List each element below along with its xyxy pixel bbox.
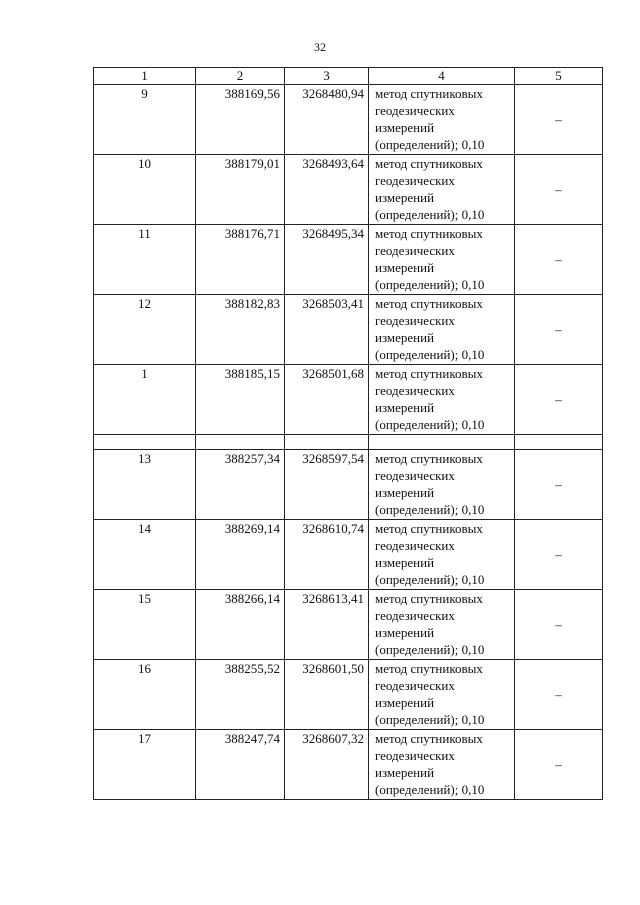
table-row xyxy=(94,450,603,520)
point-number: 17 xyxy=(94,730,196,800)
method-line: метод спутниковых xyxy=(375,661,483,676)
method-cell xyxy=(369,730,515,800)
point-number: 1 xyxy=(94,365,196,435)
coordinate-y: 3268610,74 xyxy=(285,520,369,590)
separator-cell xyxy=(94,435,196,450)
method-line: (определений); 0,10 xyxy=(375,782,485,797)
method-cell xyxy=(369,85,515,155)
method-cell xyxy=(369,225,515,295)
method-line: измерений xyxy=(375,260,435,275)
method-cell xyxy=(369,155,515,225)
method-line: (определений); 0,10 xyxy=(375,502,485,517)
table-row xyxy=(94,590,603,660)
method-cell xyxy=(369,295,515,365)
separator-cell xyxy=(369,435,515,450)
method-line: геодезических xyxy=(375,468,455,483)
point-number: 16 xyxy=(94,660,196,730)
method-line: (определений); 0,10 xyxy=(375,277,485,292)
table-row xyxy=(94,225,603,295)
header-row xyxy=(94,68,603,85)
method-line: геодезических xyxy=(375,608,455,623)
method-line: измерений xyxy=(375,555,435,570)
method-line: измерений xyxy=(375,330,435,345)
table-row xyxy=(94,155,603,225)
table-row xyxy=(94,295,603,365)
coordinate-y: 3268607,32 xyxy=(285,730,369,800)
coordinate-x: 388179,01 xyxy=(196,155,285,225)
separator-cell xyxy=(285,435,369,450)
point-number: 13 xyxy=(94,450,196,520)
method-line: измерений xyxy=(375,120,435,135)
method-line: метод спутниковых xyxy=(375,451,483,466)
table-row xyxy=(94,85,603,155)
header-col-3: 3 xyxy=(285,68,369,85)
method-line: измерений xyxy=(375,485,435,500)
coordinate-y: 3268613,41 xyxy=(285,590,369,660)
method-cell xyxy=(369,590,515,660)
coordinate-y: 3268503,41 xyxy=(285,295,369,365)
coordinate-x: 388185,15 xyxy=(196,365,285,435)
method-line: метод спутниковых xyxy=(375,226,483,241)
method-line: геодезических xyxy=(375,173,455,188)
coordinate-x: 388176,71 xyxy=(196,225,285,295)
method-line: метод спутниковых xyxy=(375,86,483,101)
separator-cell xyxy=(196,435,285,450)
method-line: (определений); 0,10 xyxy=(375,642,485,657)
point-number: 11 xyxy=(94,225,196,295)
method-line: (определений); 0,10 xyxy=(375,712,485,727)
point-number: 14 xyxy=(94,520,196,590)
coordinates-table xyxy=(93,67,603,800)
method-line: (определений); 0,10 xyxy=(375,207,485,222)
coordinate-x: 388182,83 xyxy=(196,295,285,365)
column-5-value: – xyxy=(515,520,603,590)
coordinate-x: 388247,74 xyxy=(196,730,285,800)
method-line: метод спутниковых xyxy=(375,591,483,606)
method-line: измерений xyxy=(375,625,435,640)
point-number: 9 xyxy=(94,85,196,155)
method-cell xyxy=(369,450,515,520)
column-5-value: – xyxy=(515,85,603,155)
method-line: геодезических xyxy=(375,538,455,553)
coordinate-x: 388266,14 xyxy=(196,590,285,660)
method-line: (определений); 0,10 xyxy=(375,347,485,362)
method-line: измерений xyxy=(375,695,435,710)
method-line: геодезических xyxy=(375,313,455,328)
coordinate-x: 388255,52 xyxy=(196,660,285,730)
method-line: метод спутниковых xyxy=(375,731,483,746)
column-5-value: – xyxy=(515,155,603,225)
page-number: 32 xyxy=(314,40,326,54)
header-col-4: 4 xyxy=(369,68,515,85)
column-5-value: – xyxy=(515,660,603,730)
coordinate-y: 3268597,54 xyxy=(285,450,369,520)
table-row xyxy=(94,520,603,590)
coordinate-y: 3268480,94 xyxy=(285,85,369,155)
table-row xyxy=(94,730,603,800)
column-5-value: – xyxy=(515,730,603,800)
column-5-value: – xyxy=(515,590,603,660)
method-line: геодезических xyxy=(375,383,455,398)
column-5-value: – xyxy=(515,295,603,365)
method-line: геодезических xyxy=(375,103,455,118)
column-5-value: – xyxy=(515,450,603,520)
method-line: измерений xyxy=(375,400,435,415)
column-5-value: – xyxy=(515,365,603,435)
column-5-value: – xyxy=(515,225,603,295)
method-line: метод спутниковых xyxy=(375,521,483,536)
separator-row xyxy=(94,435,603,450)
method-cell xyxy=(369,660,515,730)
method-line: (определений); 0,10 xyxy=(375,572,485,587)
table-row xyxy=(94,660,603,730)
header-col-1: 1 xyxy=(94,68,196,85)
coordinate-y: 3268501,68 xyxy=(285,365,369,435)
coordinate-x: 388169,56 xyxy=(196,85,285,155)
method-line: геодезических xyxy=(375,243,455,258)
method-line: метод спутниковых xyxy=(375,366,483,381)
method-line: измерений xyxy=(375,765,435,780)
method-cell xyxy=(369,520,515,590)
method-line: метод спутниковых xyxy=(375,296,483,311)
method-cell xyxy=(369,365,515,435)
coordinate-y: 3268493,64 xyxy=(285,155,369,225)
coordinate-y: 3268495,34 xyxy=(285,225,369,295)
separator-cell xyxy=(515,435,603,450)
table-row xyxy=(94,365,603,435)
header-col-5: 5 xyxy=(515,68,603,85)
method-line: геодезических xyxy=(375,748,455,763)
coordinate-x: 388269,14 xyxy=(196,520,285,590)
method-line: геодезических xyxy=(375,678,455,693)
coordinate-y: 3268601,50 xyxy=(285,660,369,730)
method-line: измерений xyxy=(375,190,435,205)
point-number: 10 xyxy=(94,155,196,225)
coordinate-x: 388257,34 xyxy=(196,450,285,520)
point-number: 12 xyxy=(94,295,196,365)
header-col-2: 2 xyxy=(196,68,285,85)
method-line: метод спутниковых xyxy=(375,156,483,171)
point-number: 15 xyxy=(94,590,196,660)
method-line: (определений); 0,10 xyxy=(375,417,485,432)
method-line: (определений); 0,10 xyxy=(375,137,485,152)
